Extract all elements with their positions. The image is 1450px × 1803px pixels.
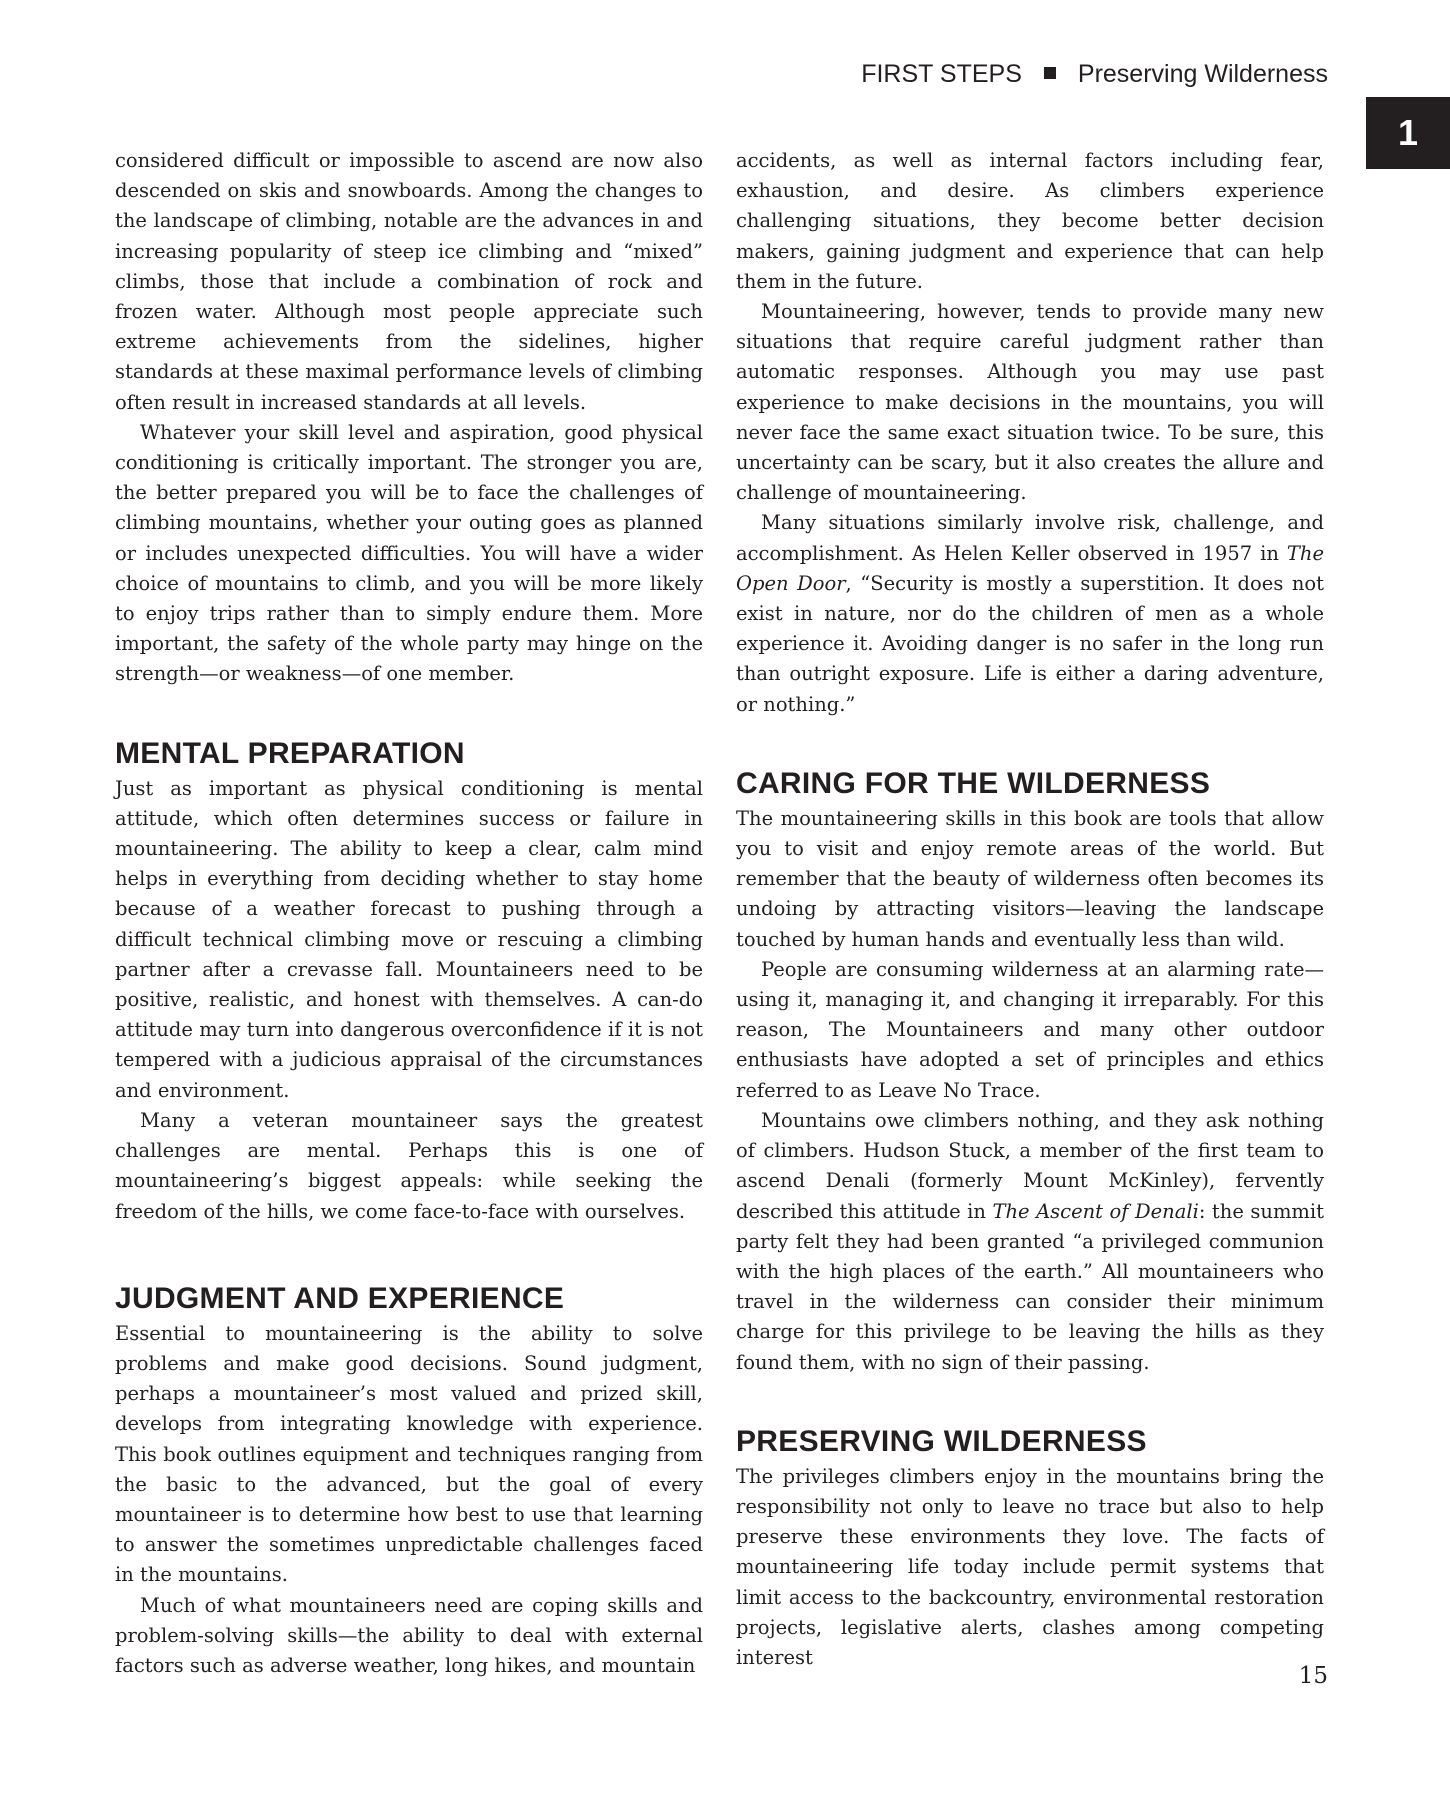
book-title: The Ascent of Denali — [992, 1199, 1199, 1223]
running-head-section: FIRST STEPS — [861, 60, 1022, 88]
paragraph: Just as important as physical conditioning is mental attitude, which often determines success or failure in mountaineering. The ability to keep a clear, calm mind helps in everything from deciding whether to stay home because of a weather forecast to pushing through a difficult technical climbing move or rescuing a climbing partner after a crevasse fall. Mountaineers need to be positive, realistic, and honest with themselves. A can-do attitude may turn into dangerous overconfidence if it is not tempered with a judicious appraisal of the circumstances and environment. — [115, 776, 703, 1102]
text-run: Mountains owe climbers nothing, and they ask nothing of climbers. Hudson Stuck, a member of the first team to ascend Denali (formerly Mount McKinley), fervently described this attitude in — [736, 1108, 1324, 1223]
paragraph: considered difficult or impossible to ascend are now also descended on skis and snowboards. Among the changes to the landscape of climbing, notable are the advances in and increasing popularity of steep ice climbing and “mixed” climbs, those that include a combination of rock and frozen water. Although most people appreciate such extreme achievements from the sidelines, higher standards at these maximal performance levels of climbing often result in increased standards at all levels. — [115, 149, 703, 414]
paragraph: Whatever your skill level and aspiration, good physical conditioning is critically important. The stronger you are, the better prepared you will be to face the challenges of climbing mountains, whether your outing goes as planned or includes unexpected difficulties. You will have a wider choice of mountains to climb, and you will be more likely to enjoy trips rather than to simply endure them. More important, the safety of the whole party may hinge on the strength—or weakness—of one member. — [115, 420, 703, 686]
paragraph — [736, 1106, 1324, 1378]
chapter-tab: 1 — [1366, 97, 1450, 169]
text-run: Many situations similarly involve risk, challenge, and accomplishment. As Helen Keller observed in 1957 in — [736, 511, 1324, 565]
text-run: , “Security is mostly a superstition. It does not exist in nature, nor do the children of men as a whole experience it. Avoiding danger is no safer in the long run than outright exposure. Life is either a daring adventure, or nothing.” — [736, 571, 1325, 716]
book-title: The Open Door — [736, 541, 1324, 595]
paragraph: The privileges climbers enjoy in the mountains bring the responsibility not only to leave no trace but also to help preserve these environments they love. The facts of mountaineering life today include permit systems that limit access to the backcountry, environmental restoration projects, legislative alerts, clashes among competing interest — [736, 1464, 1324, 1669]
paragraph: Many a veteran mountaineer says the greatest challenges are mental. Perhaps this is one of mountaineering’s biggest appeals: while seeking the freedom of the hills, we come face-to-face with ourselves. — [115, 1108, 703, 1223]
left-column — [115, 146, 703, 1681]
running-head — [861, 60, 1328, 89]
right-column — [736, 146, 1324, 1673]
text-run: : the summit party felt they had been granted “a privileged communion with the high places of the earth.” All mountaineers who travel in the wilderness can consider their minimum charge for this privilege to be leaving the hills as they found them, with no sign of their passing. — [736, 1199, 1324, 1374]
paragraph: Essential to mountaineering is the ability to solve problems and make good decisions. Sound judgment, perhaps a mountaineer’s most valued and prized skill, develops from integrating knowledge with experience. This book outlines equipment and techniques ranging from the basic to the advanced, but the goal of every mountaineer is to determine how best to use that learning to answer the sometimes unpredictable challenges faced in the mountains. — [115, 1321, 703, 1587]
paragraph: Mountaineering, however, tends to provide many new situations that require careful judgment rather than automatic responses. Although you may use past experience to make decisions in the mountains, you will never face the same exact situation twice. To be sure, this uncertainty can be scary, but it also creates the allure and challenge of mountaineering. — [736, 300, 1324, 505]
section-heading-caring-for-the-wilderness: CARING FOR THE WILDERNESS — [736, 766, 1211, 800]
page-number: 15 — [1298, 1663, 1328, 1689]
paragraph — [736, 508, 1324, 719]
paragraph: accidents, as well as internal factors including fear, exhaustion, and desire. As climbers experience challenging situations, they become better decision makers, gaining judgment and experience that can help them in the future. — [736, 149, 1324, 293]
square-bullet-icon — [1044, 67, 1056, 79]
paragraph: Much of what mountaineers need are coping skills and problem-solving skills—the ability to deal with external factors such as adverse weather, long hikes, and mountain — [115, 1593, 703, 1677]
section-heading-judgment-and-experience: JUDGMENT AND EXPERIENCE — [115, 1281, 565, 1315]
section-heading-mental-preparation: MENTAL PREPARATION — [115, 736, 465, 770]
running-head-title: Preserving Wilderness — [1077, 60, 1328, 88]
paragraph: The mountaineering skills in this book are tools that allow you to visit and enjoy remote areas of the world. But remember that the beauty of wilderness often becomes its undoing by attracting visitors—leaving the landscape touched by human hands and eventually less than wild. — [736, 806, 1324, 951]
paragraph: People are consuming wilderness at an alarming rate—using it, managing it, and changing it irreparably. For this reason, The Mountaineers and many other outdoor enthusiasts have adopted a set of principles and ethics referred to as Leave No Trace. — [736, 957, 1324, 1102]
section-heading-preserving-wilderness: PRESERVING WILDERNESS — [736, 1424, 1147, 1458]
